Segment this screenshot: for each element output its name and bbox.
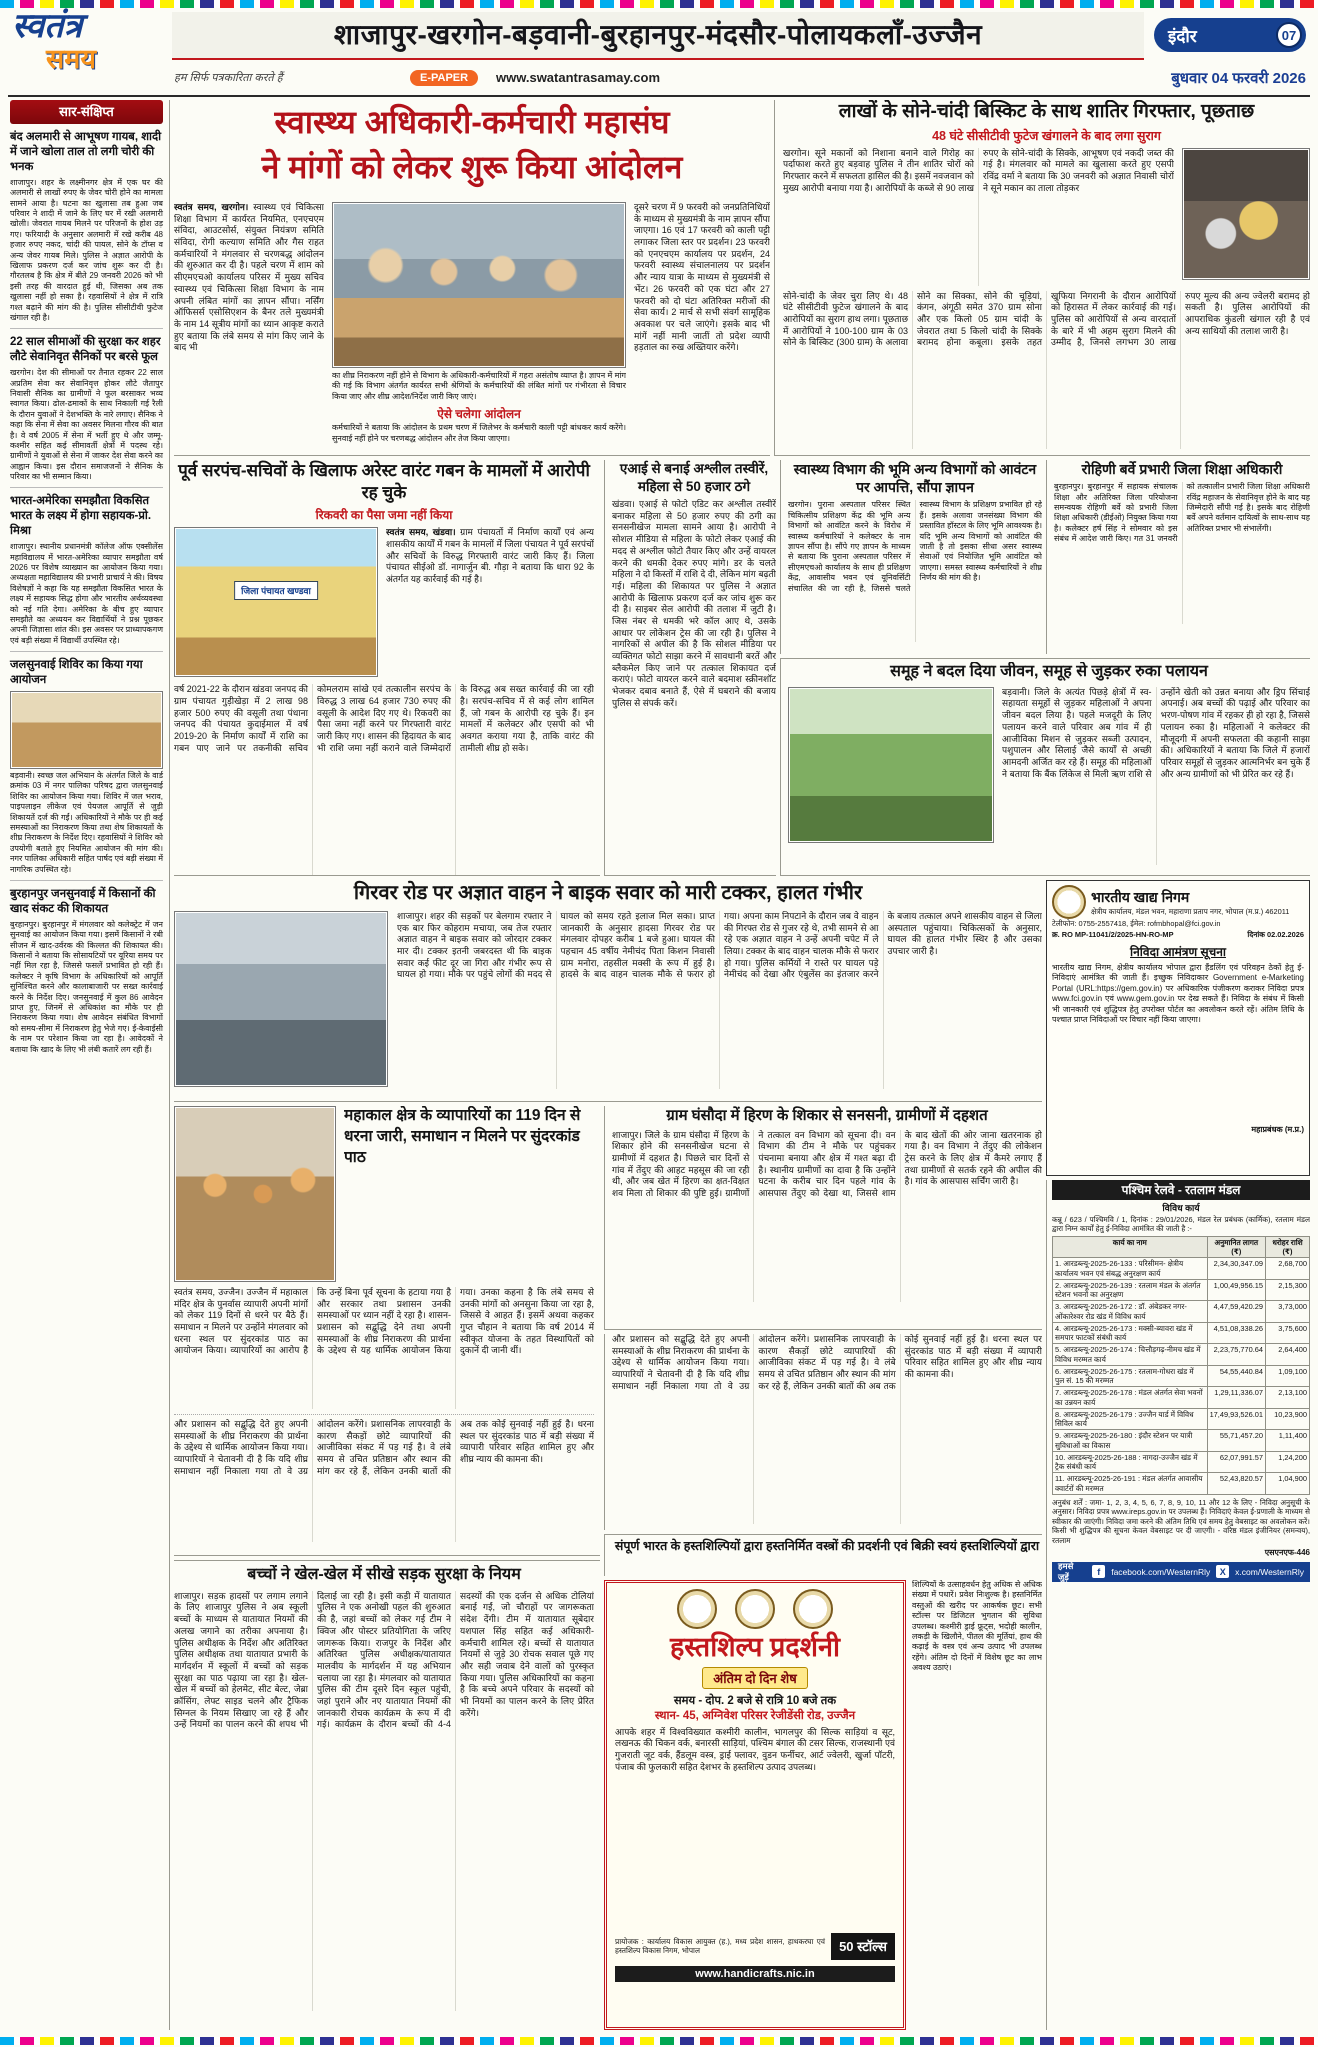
lead-headline-line2: ने मांगों को लेकर शुरू किया आंदोलन xyxy=(261,148,683,185)
railway-social-bar xyxy=(1052,1562,1310,1582)
girvar-story xyxy=(174,880,1042,1102)
brief-item xyxy=(10,494,163,652)
lead-subhead: ऐसे चलेगा आंदोलन xyxy=(437,407,521,422)
lead-story-body xyxy=(174,202,770,456)
india-emblem-icon xyxy=(793,1589,833,1629)
sarpanch-photo xyxy=(174,527,378,677)
sarpanch-side-text: स्वतंत्र समय, खंडवा। ग्राम पंचायतों में निर्माण कार्यों एवं अन्य शासकीय कार्यों में गबन के मामलों में जिला पंचायत ने पूर्व सरपंचों और सचिवों के विरुद्ध गिरफ्तारी वारंट जारी किए हैं। जिला पंचायत सीईओ डॉ. नागार्जुन बी. गौड़ा ने बताया कि धारा 92 के अंतर्गत यह कार्रवाई की गई है। xyxy=(386,527,594,584)
lead-col1: स्वतंत्र समय, खरगोन। स्वास्थ्य एवं चिकित्सा शिक्षा विभाग में कार्यरत नियमित, एनएचएम संविदा, आउटसोर्स, संयुक्त नियंत्रण समिति संविदा, रोगी कल्याण समिति और गैस राहत कर्मचारियों ने मंगलवार से चरणबद्ध आंदोलन की शुरुआत कर दी है। पहले चरण में शाम को सीएमएचओ कार्यालय परिसर में मुख्य सचिव स्वास्थ्य एवं चिकित्सा शिक्षा विभाग के नाम अपनी लंबित मांगों का ज्ञापन सौंपा। नर्सिंग ऑफिसर्स एसोसिएशन के बैनर तले मुख्यमंत्री के नाम 14 सूत्रीय मांगों का ध्यान आकृष्ट कराते हुए बताया कि लंबे समय से मांग किए जाने के बाद भी xyxy=(174,202,324,353)
brief-body: खरगोन। देश की सीमाओं पर तैनात रहकर 22 साल अप्रतिम सेवा कर सेवानिवृत्त होकर लौटे जैतापुर निवासी सैनिक का ग्रामीणों ने फूल बरसाकर भव्य स्वागत किया। ढोल-ढमाकों के साथ निकाली गई रैली के दौरान युवाओं ने देशभक्ति के नारे लगाए। सैनिक ने कहा कि सेना में सेवा का अवसर मिलना गौरव की बात है। वे वर्ष 2005 में सेना में भर्ती हुए थे और जम्मू-कश्मीर सहित कई सीमावर्ती क्षेत्रों में पदस्थ रहे। ग्रामीणों ने युवाओं से सेना में जाकर देश सेवा करने का आह्वान किया। इस दौरान समाजजनों ने सैनिक के परिवार का भी सम्मान किया। xyxy=(10,368,163,482)
tender-emd: 3,75,600 xyxy=(1266,1322,1310,1344)
railway-col-work: कार्य का नाम xyxy=(1053,1236,1208,1258)
brief-headline: बंद अलमारी से आभूषण गायब, शादी में जाने खोला ताल तो लगी चोरी की भनक xyxy=(10,131,162,173)
tender-work: 3. आरडब्ल्यू-2025-26-172 : डॉ. अंबेडकर नगर-ओंकारेश्वर रोड खंड में विविध कार्य xyxy=(1053,1301,1208,1323)
fci-name: भारतीय खाद्य निगम xyxy=(1091,888,1190,905)
follow-label: हमसे जुड़ें xyxy=(1058,1560,1074,1582)
masthead xyxy=(8,10,1310,94)
brief-headline: बुरहानपुर जनसुनवाई में किसानों की खाद संकट की शिकायत xyxy=(10,887,156,915)
expo-terms-body: शिल्पियों के उत्साहवर्धन हेतु अधिक से अधिक संख्या में पधारें। प्रवेश निःशुल्क है। हस्तनिर्मित वस्तुओं की खरीद पर आकर्षक छूट। सभी स्टॉल्स पर डिजिटल भुगतान की सुविधा उपलब्ध। कश्मीरी ड्राई फ्रूट्स, भदोही कालीन, लकड़ी के खिलौने, पीतल की मूर्तियां, हाथ की कढ़ाई के वस्त्र एवं अन्य उत्पाद भी उपलब्ध रहेंगे। अंतिम दो दिनों में विशेष छूट का लाभ अवश्य उठाएं। xyxy=(912,1580,1042,1673)
gold-body-bottom: सोने-चांदी के जेवर चुरा लिए थे। 48 घंटे सीसीटीवी फुटेज खंगालने के बाद आरोपियों का सुराग हाथ लगा। पूछताछ में आरोपियों ने 100-100 ग्राम के 03 सोने के बिस्किट (300 ग्राम) के अलावा सोने का सिक्का, सोने की चूड़ियां, कंगन, अंगूठी समेत 370 ग्राम सोना और एक किलो 05 ग्राम चांदी के जेवरात तथा 5 किलो चांदी के सिक्के बरामद होना कबूला। इसके तहत खुफिया निगरानी के दौरान आरोपियों को हिरासत में लेकर कार्रवाई की गई। पुलिस को आरोपियों से अन्य वारदातों के बारे में भी अहम सुराग मिलने की उम्मीद है, जिनसे लगभग 30 लाख रुपए मूल्य की अन्य ज्वेलरी बरामद हो सकती है। पुलिस आरोपियों की आपराधिक कुंडली खंगाल रही है एवं अन्य साथियों की तलाश जारी है। xyxy=(783,290,1310,348)
lead-story-photo xyxy=(332,202,626,368)
rohini-body: बुरहानपुर। बुरहानपुर में सहायक संचालक शिक्षा और अतिरिक्त जिला परियोजना समन्वयक रोहिणी बर्वे को प्रभारी जिला शिक्षा अधिकारी (डीईओ) नियुक्त किया गया है। कलेक्टर हर्ष सिंह ने सोमवार को इस संबंध में आदेश जारी किए। गत 31 जनवरी को तत्कालीन प्रभारी जिला शिक्षा अधिकारी रविंद्र महाजन के सेवानिवृत्त होने के बाद यह जिम्मेदारी सौंपी गई है। इसके बाद रोहिणी बर्वे अपने वर्तमान दायित्वों के साथ-साथ यह अतिरिक्त प्रभार भी संभालेंगी। xyxy=(1054,482,1310,544)
samuh-body: बड़वानी। जिले के अत्यंत पिछड़े क्षेत्रों में स्व-सहायता समूहों से जुड़कर महिलाओं ने अपना जीवन बदल लिया है। पहले मजदूरी के लिए पलायन करने वाले परिवार अब गांव में ही आजीविका मिशन से जुड़कर सब्जी उत्पादन, पशुपालन और सिलाई जैसे कार्यों से अच्छी आमदनी अर्जित कर रहे हैं। समूह की महिलाओं ने बताया कि बैंक लिंकेज से मिली ऋण राशि से उन्होंने खेती को उन्नत बनाया और ड्रिप सिंचाई अपनाई। अब बच्चों की पढ़ाई और परिवार का भरण-पोषण गांव में रहकर ही हो रहा है, जिससे पलायन रुका है। महिलाओं ने कलेक्टर की मौजूदगी में अपनी सफलता की कहानी साझा की। अधिकारियों ने बताया कि जिले में हजारों परिवार समूहों से जुड़कर आत्मनिर्भर बन चुके हैं और अन्य ग्रामीणों को भी प्रेरित कर रहे हैं। xyxy=(1002,686,1310,779)
sarpanch-headline: पूर्व सरपंच-सचिवों के खिलाफ अरेस्ट वारंट गबन के मामलों में आरोपी रह चुके xyxy=(178,461,590,503)
tender-emd: 1,09,100 xyxy=(1266,1365,1310,1387)
expo-venue: स्थान- 45, अग्निवेश परिसर रेजीडेंसी रोड, उज्जैन xyxy=(654,1709,856,1722)
tender-row xyxy=(1053,1344,1310,1366)
fci-address: क्षेत्रीय कार्यालय, मंडल भवन, महाराणा प्रताप नगर, भोपाल (म.प्र.) 462011 xyxy=(1091,906,1290,916)
railway-tender-rows xyxy=(1053,1258,1310,1495)
tender-cost: 1,00,49,956.15 xyxy=(1207,1279,1265,1301)
tender-cost: 55,71,457.20 xyxy=(1207,1430,1265,1452)
tender-emd: 1,04,900 xyxy=(1266,1473,1310,1495)
tender-emd: 2,68,700 xyxy=(1266,1258,1310,1280)
tender-cost: 52,43,820.57 xyxy=(1207,1473,1265,1495)
tender-emd: 3,73,000 xyxy=(1266,1301,1310,1323)
railway-subheader: विविध कार्य xyxy=(1162,1203,1200,1213)
land-headline: स्वास्थ्य विभाग की भूमि अन्य विभागों को आवंटन पर आपत्ति, सौंपा ज्ञापन xyxy=(793,461,1037,496)
tender-work: 1. आरडब्ल्यू-2025-26-133 : परिसीमन- क्षेत्रीय कार्यालय भवन एवं संबद्ध अनुरक्षण कार्य xyxy=(1053,1258,1208,1280)
mahakal-story xyxy=(174,1106,600,1556)
tender-work: 10. आरडब्ल्यू-2025-26-188 : नागदा-उज्जैन खंड में ट्रैक संबंधी कार्य xyxy=(1053,1451,1208,1473)
lead-story-headline xyxy=(174,100,770,198)
logo-line2: समय xyxy=(46,44,97,74)
mahakal-headline: महाकाल क्षेत्र के व्यापारियों का 119 दिन से धरना जारी, समाधान न मिलने पर सुंदरकांड पाठ xyxy=(344,1107,581,1166)
brief-photo xyxy=(10,691,163,769)
gold-story xyxy=(774,100,1310,456)
edition-name: इंदौर xyxy=(1168,26,1197,46)
fci-body: भारतीय खाद्य निगम, क्षेत्रीय कार्यालय भोपाल द्वारा हैंडलिंग एवं परिवहन ठेकों हेतु ई-निविदाएं आमंत्रित की जाती हैं। इच्छुक निविदाकार Government e-Marketing Portal (URL:https://gem.gov.in) पर अधिकारिक पंजीकरण कराकर निविदा प्रपत्र www.fci.gov.in एवं www.gem.gov.in पर देख सकते हैं। निविदा के संबंध में किसी भी जानकारी एवं शुद्धिपत्र हेतु उपरोक्त पोर्टल का अवलोकन करते रहें। अंतिम तिथि के पश्चात प्राप्त निविदाओं पर विचार नहीं किया जाएगा। xyxy=(1052,962,1304,1024)
header-rule xyxy=(8,95,1310,97)
lead-dateline: स्वतंत्र समय, खरगोन। xyxy=(174,202,249,212)
expo-ad xyxy=(604,1580,906,2030)
tender-work: 5. आरडब्ल्यू-2025-26-174 : चित्तौड़गढ़-नीमच खंड में विविध मरम्मत कार्य xyxy=(1053,1344,1208,1366)
sarpanch-photo-sign: जिला पंचायत खण्डवा xyxy=(234,581,318,600)
railway-refline: कन्नू / 623 / पश्चिमवि / 1, दिनांक : 29/01/2026, मंडल रेल प्रबंधक (कार्मिक), रतलाम मंडल द्वारा निम्न कार्यों हेतु ई-निविदा आमंत्रित की जाती है :- xyxy=(1052,1215,1310,1234)
tender-work: 2. आरडब्ल्यू-2025-26-139 : रतलाम मंडल के अंतर्गत स्टेशन भवनों का अनुरक्षण xyxy=(1053,1279,1208,1301)
expo-title: हस्तशिल्प प्रदर्शनी xyxy=(669,1632,841,1662)
brief-item xyxy=(10,658,163,881)
tender-emd: 1,11,400 xyxy=(1266,1430,1310,1452)
sarpanch-story xyxy=(174,460,600,876)
ghansauda-body: शाजापुर। जिले के ग्राम घंसौदा में हिरण के शिकार होने की सनसनीखेज घटना से ग्रामीणों में दहशत है। पिछले चार दिनों से गांव में तेंदुए की आहट महसूस की जा रही थी, और जब खेत में हिरण का क्षत-विक्षत शव मिला तो शिकार की पुष्टि हुई। ग्रामीणों ने तत्काल वन विभाग को सूचना दी। वन विभाग की टीम ने मौके पर पहुंचकर पंचनामा बनाया और क्षेत्र में गश्त बढ़ा दी है। स्थानीय ग्रामीणों का दावा है कि उन्होंने घटना के करीब चार दिन पहले गांव के आसपास तेंदुए को देखा था, जिससे शाम के बाद खेतों की ओर जाना खतरनाक हो गया है। वन विभाग ने तेंदुए की लोकेशन ट्रेस करने के लिए क्षेत्र में कैमरे लगाए हैं तथा ग्रामीणों से सतर्क रहने की अपील की है। गांव के आसपास सर्चिंग जारी है। xyxy=(612,1129,1042,1198)
ai-fraud-story xyxy=(604,460,776,876)
tender-row xyxy=(1053,1451,1310,1473)
edition-badge xyxy=(1154,18,1306,52)
tender-work: 7. आरडब्ल्यू-2025-26-178 : मंडल अंतर्गत सेवा भवनों का उन्नयन कार्य xyxy=(1053,1387,1208,1409)
traders-followup-text xyxy=(604,1334,1042,1530)
brief-body: बड़वानी। स्वच्छ जल अभियान के अंतर्गत जिले के वार्ड क्रमांक 03 में नगर पालिका परिषद द्वारा जलसुनवाई शिविर का आयोजन किया गया। शिविर में जल भराव, पाइपलाइन लीकेज एवं पेयजल आपूर्ति से जुड़ी शिकायतें दर्ज की गईं। अधिकारियों ने मौके पर ही कई समस्याओं का निराकरण किया तथा शेष शिकायतों के शीघ्र निराकरण के निर्देश दिए। रहवासियों ने शिविर को उपयोगी बताते हुए नियमित आयोजन की मांग की। नगर पालिका अधिकारी सहित पार्षद एवं बड़ी संख्या में नागरिक उपस्थित रहे। xyxy=(10,771,163,874)
x-link[interactable]: x.com/WesternRly xyxy=(1235,1566,1304,1577)
fci-contact: टेलीफोन: 0755-2557418, ईमेल: rofmbhopal@fci.gov.in xyxy=(1052,919,1221,928)
tender-row xyxy=(1053,1408,1310,1430)
tagline: हम सिर्फ पत्रकारिता करते हैं xyxy=(174,72,283,84)
brief-headline: भारत-अमेरिका समझौता विकसित भारत के लक्ष्य में होगा सहायक-प्रो. मिश्रा xyxy=(10,495,152,538)
lead-col3: दूसरे चरण में 9 फरवरी को जनप्रतिनिधियों के माध्यम से मुख्यमंत्री के नाम ज्ञापन सौंपा जाएगा। 16 एवं 17 फरवरी को काली पट्टी लगाकर जिला स्तर पर प्रदर्शन। 23 फरवरी को एनएचएम कार्यालय पर प्रदर्शन, 24 फरवरी स्वास्थ्य संचालनालय पर प्रदर्शन और न्याय यात्रा के माध्यम से मुख्यमंत्री से भेंट। 26 फरवरी को एक घंटा और 27 फरवरी को दो घंटा अतिरिक्त मरीजों की सेवा कार्य। 2 मार्च से सभी संवर्ग सामूहिक अवकाश पर चले जाएंगे। इसके बाद भी मांगें नहीं मानी जातीं तो प्रदेश व्यापी हड़ताल का रुख अख्तियार करेंगे। xyxy=(634,202,770,353)
ghansauda-story xyxy=(604,1106,1042,1330)
expo-website-link[interactable]: www.handicrafts.nic.in xyxy=(615,1966,895,1982)
tender-emd: 2,15,300 xyxy=(1266,1279,1310,1301)
mahakal-body: स्वतंत्र समय, उज्जैन। उज्जैन में महाकाल मंदिर क्षेत्र के पुनर्वास व्यापारी अपनी मांगों को लेकर 119 दिनों से धरने पर बैठे हैं। समाधान न मिलने पर उन्होंने मंगलवार को धरना स्थल पर सुंदरकांड पाठ का आयोजन किया। व्यापारियों का आरोप है कि उन्हें बिना पूर्व सूचना के हटाया गया है और सरकार तथा प्रशासन उनकी समस्याओं पर ध्यान नहीं दे रहा है। शासन-प्रशासन को सद्बुद्धि देने तथा अपनी समस्याओं के शीघ्र निराकरण की प्रार्थना के उद्देश्य से यह धार्मिक आयोजन किया गया। उनका कहना है कि लंबे समय से उनकी मांगों को अनसुना किया जा रहा है, जिससे वे आहत हैं। इसमें अथवा कहकर गुप्त चौहान ने बताया कि वर्ष 2014 में स्वीकृत योजना के तहत विस्थापितों को दुकानें दी जानी थीं। xyxy=(174,1287,594,1356)
tender-row xyxy=(1053,1473,1310,1495)
tender-emd: 2,64,400 xyxy=(1266,1344,1310,1366)
children-story xyxy=(174,1560,600,2030)
tender-cost: 2,23,75,770.64 xyxy=(1207,1344,1265,1366)
sarpanch-subhead: रिकवरी का पैसा जमा नहीं किया xyxy=(315,508,453,523)
fci-notice xyxy=(1046,880,1310,1176)
fci-logo-icon xyxy=(1052,885,1086,919)
gold-subhead: 48 घंटे सीसीटीवी फुटेज खंगालने के बाद लगा सुराग xyxy=(932,128,1161,143)
girvar-headline: गिरवर रोड पर अज्ञात वाहन ने बाइक सवार को मारी टक्कर, हालत गंभीर xyxy=(353,882,863,904)
land-body: खरगोन। पुराना अस्पताल परिसर स्थित चिकित्सीय प्रशिक्षण केंद्र की भूमि अन्य विभागों को आवंटित करने के विरोध में स्वास्थ्य कर्मचारियों ने कलेक्टर के नाम ज्ञापन सौंपा है। सौंपे गए ज्ञापन के माध्यम से बताया कि पुराना अस्पताल परिसर में सीएमएचओ कार्यालय के साथ ही प्रशिक्षण केंद्र, आवासीय भवन एवं यूनिवर्सिटी संचालित की जा रही है, जिससे चलते स्वास्थ्य विभाग के प्रशिक्षण प्रभावित हो रहे हैं। इसके अलावा जनसंख्या विभाग की प्रस्तावित हॉस्टल के लिए भूमि आवश्यक है। यदि भूमि अन्य विभागों को आवंटित की जाती है तो इसका सीधा असर स्वास्थ्य सेवाओं एवं नियोजित भूमि आवंटित को जाएगा। समस्त स्वास्थ्य कर्मचारियों ने शीघ्र निर्णय की मांग की है। xyxy=(788,500,1042,593)
brief-body: शाजापुर। शहर के लक्ष्मीनगर क्षेत्र में एक घर की अलमारी से लाखों रुपए के जेवर चोरी होने का मामला सामने आया है। घटना का खुलासा तब हुआ जब परिवार ने शादी में जाने के लिए घर में रखी अलमारी खोली। जेवरात गायब मिलने पर परिजनों के होश उड़ गए। फरियादी के अनुसार अलमारी में रखे करीब 48 हजार रुपए नकद, चांदी की पायल, सोने के टॉप्स व अन्य जेवर गायब मिले। पुलिस ने अज्ञात आरोपी के खिलाफ प्रकरण दर्ज कर जांच शुरू कर दी है। गौरतलब है कि क्षेत्र में बीते 29 जनवरी 2026 को भी इसी तरह की वारदात हुई थी, जिसका अब तक खुलासा नहीं हो सका है। रहवासियों ने क्षेत्र में रात्रि गश्त बढ़ाने की मांग की है। पुलिस सीसीटीवी फुटेज खंगाल रही है। xyxy=(10,177,163,322)
tender-row xyxy=(1053,1322,1310,1344)
edition-cities-banner: शाजापुर-खरगोन-बड़वानी-बुरहानपुर-मंदसौर-पोलायकलाँ-उज्जैन xyxy=(172,12,1144,60)
lead-headline-line1: स्वास्थ्य अधिकारी-कर्मचारी महासंघ xyxy=(274,104,670,140)
children-body: शाजापुर। सड़क हादसों पर लगाम लगाने के लिए शाजापुर पुलिस ने अब स्कूली बच्चों के माध्यम से यातायात नियमों की अलख जगाने का तरीका अपनाया है। पुलिस अधीक्षक के निर्देश और अतिरिक्त पुलिस अधीक्षक तथा यातायात प्रभारी के मार्गदर्शन में स्कूलों में बच्चों को सड़क सुरक्षा का पाठ पढ़ाया जा रहा है। खेल-खेल में बच्चों को हेलमेट, सीट बेल्ट, जेब्रा क्रॉसिंग, लेफ्ट साइड चलने और ट्रैफिक सिग्नल के नियम सिखाए जा रहे हैं और उन्हें नियमों का पालन करने की शपथ भी दिलाई जा रही है। इसी कड़ी में यातायात पुलिस ने एक अनोखी पहल की शुरुआत की है, जहां बच्चों को लेकर गई टीम ने क्विज और पोस्टर प्रतियोगिता के जरिए जागरूक किया। राजपुर के निर्देश और अतिरिक्त पुलिस अधीक्षक/यातायात मालवीय के मार्गदर्शन में यह अभियान चलाया जा रहा है। मंगलवार को यातायात पुलिस की टीम दूसरे दिन स्कूल पहुंची, जहां पुराने और नए यातायात नियमों की जानकारी रोचक कार्यक्रम के रूप में दी गई। कार्यक्रम के दौरान बच्चों की 4-4 सदस्यों की एक दर्जन से अधिक टोलियां बनाई गईं, जो चौराहों पर जागरूकता संदेश देंगी। टीम में यातायात सूबेदार यशपाल सिंह सहित कई अधिकारी-कर्मचारी शामिल रहे। बच्चों से यातायात नियमों से जुड़े 30 रोचक सवाल पूछे गए और सही जवाब देने वालों को पुरस्कृत किया गया। पुलिस अधिकारियों का कहना है कि बच्चे अपने परिवार के सदस्यों को भी नियमों का पालन करने के लिए प्रेरित करेंगे। xyxy=(174,1590,594,1730)
tender-row xyxy=(1053,1365,1310,1387)
fci-ref: क्र. RO MP-11041/2/2025-HN-RO-MP xyxy=(1052,930,1174,940)
tender-cost: 4,51,08,338.26 xyxy=(1207,1322,1265,1344)
lead-mid-note: का शीघ्र निराकरण नहीं होने से विभाग के अधिकारी-कर्मचारियों में गहरा असंतोष व्याप्त है। ज्ञापन में मांग की गई कि विभाग अंतर्गत कार्यरत सभी श्रेणियों के कर्मचारियों की लंबित मांगों पर गंभीरता से विचार किया जाए और शीघ्र आदेश/निर्देश जारी किए जाएं। xyxy=(332,371,626,401)
tender-emd: 10,23,900 xyxy=(1266,1408,1310,1430)
expo-sponsor: प्रायोजक : कार्यालय विकास आयुक्त (ह.), मध्य प्रदेश शासन, हाथकरघा एवं हस्तशिल्प विकास निगम, भोपाल xyxy=(615,1937,825,1956)
expo-time: समय - दोप. 2 बजे से रात्रि 10 बजे तक xyxy=(673,1694,837,1707)
fci-notice-title: निविदा आमंत्रण सूचना xyxy=(1130,944,1226,959)
gold-story-photo xyxy=(1182,148,1310,280)
epaper-badge[interactable] xyxy=(410,68,478,86)
ghansauda-headline: ग्राम घंसौदा में हिरण के शिकार से सनसनी, ग्रामीणों में दहशत xyxy=(666,1107,988,1124)
railway-tender-table xyxy=(1052,1236,1310,1495)
logo-line1: स्वतंत्र xyxy=(12,8,83,45)
lead-middle-column xyxy=(332,202,626,455)
tender-row xyxy=(1053,1301,1310,1323)
tender-cost: 54,55,440.84 xyxy=(1207,1365,1265,1387)
railway-tender-block xyxy=(1046,1180,1310,2030)
briefs-sidebar xyxy=(8,100,170,2030)
children-headline: बच्चों ने खेल-खेल में सीखे सड़क सुरक्षा के नियम xyxy=(247,1566,521,1583)
mahakal-photo xyxy=(174,1106,336,1282)
bottom-color-strip xyxy=(0,2037,1318,2045)
gold-body-top: खरगोन। सूने मकानों को निशाना बनाने वाले गिरोह का पर्दाफाश करते हुए बड़वाह पुलिस ने तीन शातिर चोरों को गिरफ्तार करने में सफलता हासिल की है। इसमें नवजवान को मुख्य आरोपी बनाया गया है। आरोपियों के कब्जे से 90 लाख रुपए के सोने-चांदी के सिक्के, आभूषण एवं नकदी जब्त की गई है। मंगलवार को मामले का खुलासा करते हुए एसपी रविंद्र वर्मा ने बताया कि 30 जनवरी को अज्ञात निवासी चोरों ने सूने मकान का ताला तोड़कर xyxy=(783,147,1174,193)
girvar-photo xyxy=(174,911,388,1087)
samuh-photo xyxy=(788,687,994,843)
railway-notes: अनुबंध शर्तें : जमा- 1, 2, 3, 4, 5, 6, 7, 8, 9, 10, 11 और 12 के लिए - निविदा अनुसूची के अनुसार। निविदा प्रपत्र www.ireps.gov.in पर उपलब्ध हैं। निविदाएं केवल ई-प्रणाली के माध्यम से स्वीकार की जाएंगी। निविदा जमा करने की अंतिम तिथि एवं समय हेतु वेबसाइट का अवलोकन करें। किसी भी शुद्धिपत्र की सूचना केवल वेबसाइट पर दी जाएगी। - वरिष्ठ मंडल इंजीनियर (समन्वय), रतलाम xyxy=(1052,1497,1310,1545)
brief-headline: 22 साल सीमाओं की सुरक्षा कर शहर लौटे सेवानिवृत सैनिकों पर बरसे फूल xyxy=(10,336,161,364)
brief-headline: जलसुनवाई शिविर का किया गया आयोजन xyxy=(10,659,143,687)
tender-work: 6. आरडब्ल्यू-2025-26-175 : रतलाम-गोधरा खंड में पुल सं. 15 की मरम्मत xyxy=(1053,1365,1208,1387)
fci-signature: महाप्रबंधक (म.प्र.) xyxy=(1251,1124,1304,1134)
brief-item xyxy=(10,130,163,329)
expo-body: आपके शहर में विश्वविख्यात कश्मीरी कालीन, भागलपुर की सिल्क साड़ियां व सूट, लखनऊ की चिकन वर्क, बनारसी साड़ियां, पश्चिम बंगाल की टसर सिल्क, राजस्थानी एवं गुजराती जूट वर्क, हैंडलूम वस्त्र, ड्राई फ्लावर, वुडन फर्नीचर, आर्ट ज्वेलरी, खुर्जा पॉटरी, पंजाब की फुलकारी सहित देशभर के हस्तशिल्प उत्पाद उपलब्ध। xyxy=(615,1726,895,1772)
tender-emd: 2,13,100 xyxy=(1266,1387,1310,1409)
tender-cost: 1,29,11,336.07 xyxy=(1207,1387,1265,1409)
railway-col-emd: धरोहर राशि (₹) xyxy=(1266,1236,1310,1258)
rohini-headline: रोहिणी बर्वे प्रभारी जिला शिक्षा अधिकारी xyxy=(1081,461,1283,477)
page-number: 07 xyxy=(1276,22,1302,48)
top-color-strip xyxy=(0,0,1318,8)
brief-body: शाजापुर। स्थानीय प्रधानमंत्री कॉलेज ऑफ एक्सीलेंस महाविद्यालय में भारत-अमेरिका व्यापार समझौता वर्ष 2026 पर विशेष व्याख्यान का आयोजन किया गया। अध्यक्षता महाविद्यालय की प्रभारी प्राचार्य ने की। विषय विशेषज्ञों ने कहा कि यह समझौता विकसित भारत के लक्ष्य में सहायक सिद्ध होगा और भारतीय अर्थव्यवस्था को नई गति देगा। अमेरिका के बीच हुए व्यापार समझौते का अध्ययन कर विद्यार्थियों ने प्रश्न पूछकर अपनी जिज्ञासा शांत की। इस अवसर पर प्राध्यापकगण एवं बड़ी संख्या में विद्यार्थी उपस्थित रहे। xyxy=(10,542,163,645)
tender-cost: 4,47,59,420.29 xyxy=(1207,1301,1265,1323)
ai-headline: एआई से बनाई अश्लील तस्वीरें, महिला से 50 हजार ठगे xyxy=(619,461,769,494)
facebook-icon[interactable]: f xyxy=(1092,1565,1105,1578)
epaper-label[interactable]: E-PAPER xyxy=(410,70,478,86)
facebook-link[interactable]: facebook.com/WesternRly xyxy=(1111,1566,1211,1577)
tender-row xyxy=(1053,1279,1310,1301)
brief-body: बुरहानपुर। बुरहानपुर में मंगलवार को कलेक्ट्रेट में जन सुनवाई का आयोजन किया गया। इसमें किसानों ने रबी सीजन में खाद-उर्वरक की किल्लत की शिकायत की। किसानों ने बताया कि सोसायटियों पर यूरिया समय पर नहीं मिल रहा है, जिससे फसलें प्रभावित हो रही हैं। कलेक्टर ने कृषि विभाग के अधिकारियों को आपूर्ति सुनिश्चित करने और कालाबाजारी पर सख्त कार्रवाई करने के निर्देश दिए। जनसुनवाई में कुल 86 आवेदन प्राप्त हुए, जिनमें से अधिकांश का मौके पर ही निराकरण किया गया। शेष आवेदन संबंधित विभागों को समय-सीमा में निराकरण हेतु भेजे गए। ई-केवाईसी के नाम पर परेशान किया जा रहा है। आवेदकों ने बताया कि खाद के लिए भी लंबी कतारें लग रही हैं। xyxy=(10,919,163,1054)
tender-work: 8. आरडब्ल्यू-2025-26-179 : उज्जैन यार्ड में विविध सिविल कार्य xyxy=(1053,1408,1208,1430)
tender-work: 11. आरडब्ल्यू-2025-26-191 : मंडल अंतर्गत आवासीय क्वार्टरों की मरम्मत xyxy=(1053,1473,1208,1495)
gold-headline: लाखों के सोने-चांदी बिस्किट के साथ शातिर गिरफ्तार, पूछताछ xyxy=(838,101,1255,122)
railway-col-cost: अनुमानित लागत (₹) xyxy=(1207,1236,1265,1258)
sarpanch-dateline: स्वतंत्र समय, खंडवा। xyxy=(386,527,456,538)
expo-stalls-badge: 50 स्टॉल्स xyxy=(831,1933,895,1961)
expo-last-days: अंतिम दो दिन शेष xyxy=(702,1667,807,1689)
brief-item xyxy=(10,887,163,1055)
fci-date: दिनांक 02.02.2026 xyxy=(1247,930,1304,940)
samuh-story xyxy=(780,658,1310,876)
railway-header: पश्चिम रेलवे - रतलाम मंडल xyxy=(1052,1180,1310,1200)
newspaper-logo xyxy=(12,10,166,92)
traders-followup-body: और प्रशासन को सद्बुद्धि देते हुए अपनी समस्याओं के शीघ्र निराकरण की प्रार्थना के उद्देश्य से धार्मिक आयोजन किया गया। व्यापारियों ने चेतावनी दी है कि यदि शीघ्र समाधान नहीं निकाला गया तो वे उग्र आंदोलन करेंगे। प्रशासनिक लापरवाही के कारण सैकड़ों छोटे व्यापारियों की आजीविका संकट में पड़ गई है। वे लंबे समय से उचित प्रतिष्ठान और स्थान की मांग कर रहे हैं, लेकिन उनकी बातों की अब तक कोई सुनवाई नहीं हुई है। धरना स्थल पर सुंदरकांड पाठ में बड़ी संख्या में व्यापारी परिवार सहित शामिल हुए और शीघ्र न्याय की कामना की। xyxy=(612,1334,1042,1391)
railway-footer-ref: एसएनएफ-446 xyxy=(1264,1548,1310,1558)
expo-terms-column xyxy=(912,1580,1042,2030)
sarpanch-body: वर्ष 2021-22 के दौरान खंडवा जनपद की ग्राम पंचायत गुड़ीखेड़ा में 2 लाख 98 हजार 500 रुपए की वसूली तथा पंधाना जनपद की पंचायत कुदाईमाल में वर्ष 2019-20 के निर्माण कार्यों में राशि का गबन पाए जाने पर तकनीकी सचिव कोमलराम सांखे एवं तत्कालीन सरपंच के विरुद्ध 3 लाख 64 हजार 730 रुपए की वसूली के आदेश दिए गए थे। रिकवरी का पैसा जमा नहीं करने पर गिरफ्तारी वारंट जारी किए गए। शासन की हिदायत के बाद भी राशि जमा नहीं कराने वाले जिम्मेदारों के विरुद्ध अब सख्त कार्रवाई की जा रही है। सरपंच-सचिव में से कई लोग शामिल हैं, जो गबन के आरोपी रह चुके हैं। इन मामलों में कलेक्टर और एसपी को भी अवगत कराया गया है, ताकि वारंट की तामीली शीघ्र हो सके। xyxy=(174,684,594,753)
lead-mid-body: कर्मचारियों ने बताया कि आंदोलन के प्रथम चरण में जिलेभर के कर्मचारी काली पट्टी बांधकर कार्य करेंगे। सुनवाई नहीं होने पर चरणबद्ध आंदोलन और तेज किया जाएगा। xyxy=(332,423,626,443)
ai-body: खंडवा। एआई से फोटो एडिट कर अश्लील तस्वीरें बनाकर महिला से 50 हजार रुपए की ठगी का सनसनीखेज मामला सामने आया है। आरोपी ने सोशल मीडिया से महिला के फोटो लेकर एआई की मदद से अश्लील फोटो तैयार किए और उन्हें वायरल करने की धमकी देकर रुपए मांगे। डर के चलते महिला ने दो किस्तों में राशि दे दी, लेकिन मांग बढ़ती गई। महिला की शिकायत पर पुलिस ने अज्ञात आरोपी के खिलाफ प्रकरण दर्ज कर जांच शुरू कर दी है। साइबर सेल आरोपी की तलाश में जुटी है। जिस नंबर से धमकी भरे कॉल आए थे, उसके आधार पर लोकेशन ट्रेस की जा रही है। पुलिस ने नागरिकों से अपील की है कि सोशल मीडिया पर व्यक्तिगत फोटो साझा करने में सावधानी बरतें और ब्लैकमेल किए जाने पर तत्काल शिकायत दर्ज कराएं। फोटो वायरल करने वाले बदमाश स्क्रीनशॉट भेजकर दबाव बनाते हैं, ऐसे में घबराने की बजाय पुलिस से संपर्क करें। xyxy=(612,499,776,708)
cooperatives-year-logo-icon xyxy=(735,1589,775,1629)
brief-item xyxy=(10,335,163,488)
samuh-headline: समूह ने बदल दिया जीवन, समूह से जुड़कर रुका पलायन xyxy=(890,663,1208,680)
tender-cost: 17,49,93,526.01 xyxy=(1207,1408,1265,1430)
date-label: बुधवार 04 फरवरी 2026 xyxy=(1171,70,1306,87)
tender-row xyxy=(1053,1430,1310,1452)
rohini-story xyxy=(1046,460,1310,654)
tender-cost: 62,07,991.57 xyxy=(1207,1451,1265,1473)
tender-row xyxy=(1053,1258,1310,1280)
website-link[interactable]: www.swatantrasamay.com xyxy=(496,70,661,85)
tender-row xyxy=(1053,1387,1310,1409)
tender-work: 4. आरडब्ल्यू-2025-26-173 : मक्सी-ब्यावरा खंड में समपार फाटकों संबंधी कार्य xyxy=(1053,1322,1208,1344)
expo-intro-line: संपूर्ण भारत के हस्तशिल्पियों द्वारा हस्तनिर्मित वस्त्रों की प्रदर्शनी एवं बिक्री स्वयं हस्तशिल्पियों द्वारा xyxy=(604,1534,1042,1576)
tender-emd: 1,24,200 xyxy=(1266,1451,1310,1473)
briefs-title: सार-संक्षिप्त xyxy=(10,100,163,124)
tender-work: 9. आरडब्ल्यू-2025-26-180 : इंदौर स्टेशन पर यात्री सुविधाओं का विकास xyxy=(1053,1430,1208,1452)
land-story xyxy=(780,460,1042,654)
x-icon[interactable]: X xyxy=(1216,1565,1229,1578)
handicrafts-commissioner-logo-icon xyxy=(677,1589,717,1629)
mahakal-continuation: और प्रशासन को सद्बुद्धि देते हुए अपनी समस्याओं के शीघ्र निराकरण की प्रार्थना के उद्देश्य से धार्मिक आयोजन किया गया। व्यापारियों ने चेतावनी दी है कि यदि शीघ्र समाधान नहीं निकाला गया तो वे उग्र आंदोलन करेंगे। प्रशासनिक लापरवाही के कारण सैकड़ों छोटे व्यापारियों की आजीविका संकट में पड़ गई है। वे लंबे समय से उचित प्रतिष्ठान और स्थान की मांग कर रहे हैं, लेकिन उनकी बातों की अब तक कोई सुनवाई नहीं हुई है। धरना स्थल पर सुंदरकांड पाठ में बड़ी संख्या में व्यापारी परिवार सहित शामिल हुए और शीघ्र न्याय की कामना की। xyxy=(174,1414,594,1542)
girvar-body: शाजापुर। शहर की सड़कों पर बेलगाम रफ्तार ने एक बार फिर कोहराम मचाया, जब तेज रफ्तार अज्ञात वाहन ने बाइक सवार को जोरदार टक्कर मार दी। टक्कर इतनी जबरदस्त थी कि बाइक सवार कई फीट दूर जा गिरा और गंभीर रूप से घायल हो गया। मौके पर पहुंचे लोगों की मदद से घायल को समय रहते इलाज मिल सका। प्राप्त जानकारी के अनुसार हादसा गिरवर रोड पर मंगलवार दोपहर करीब 1 बजे हुआ। घायल की पहचान 45 वर्षीय नेमीचंद पिता किशन निवासी ग्राम मनोरा, तहसील मक्सी के रूप में हुई है। हादसे के बाद वाहन चालक मौके से फरार हो गया। अपना काम निपटाने के दौरान जब वे वाहन की गिरफ्त रोड से गुजर रहे थे, तभी सामने से आ रहे एक अज्ञात वाहन ने उन्हें अपनी चपेट में ले लिया। टक्कर के बाद वाहन चालक मौके से फरार हो गया। पुलिस कर्मियों ने रास्ते पर घायल पड़े नेमीचंद को देखा और एंबुलेंस का इंतजार करने के बजाय तत्काल अपने शासकीय वाहन से जिला अस्पताल पहुंचाया। चिकित्सकों के अनुसार, घायल की हालत गंभीर स्थिर है और उसका उपचार जारी है। xyxy=(397,911,1042,980)
tender-cost: 2,34,30,347.09 xyxy=(1207,1258,1265,1280)
